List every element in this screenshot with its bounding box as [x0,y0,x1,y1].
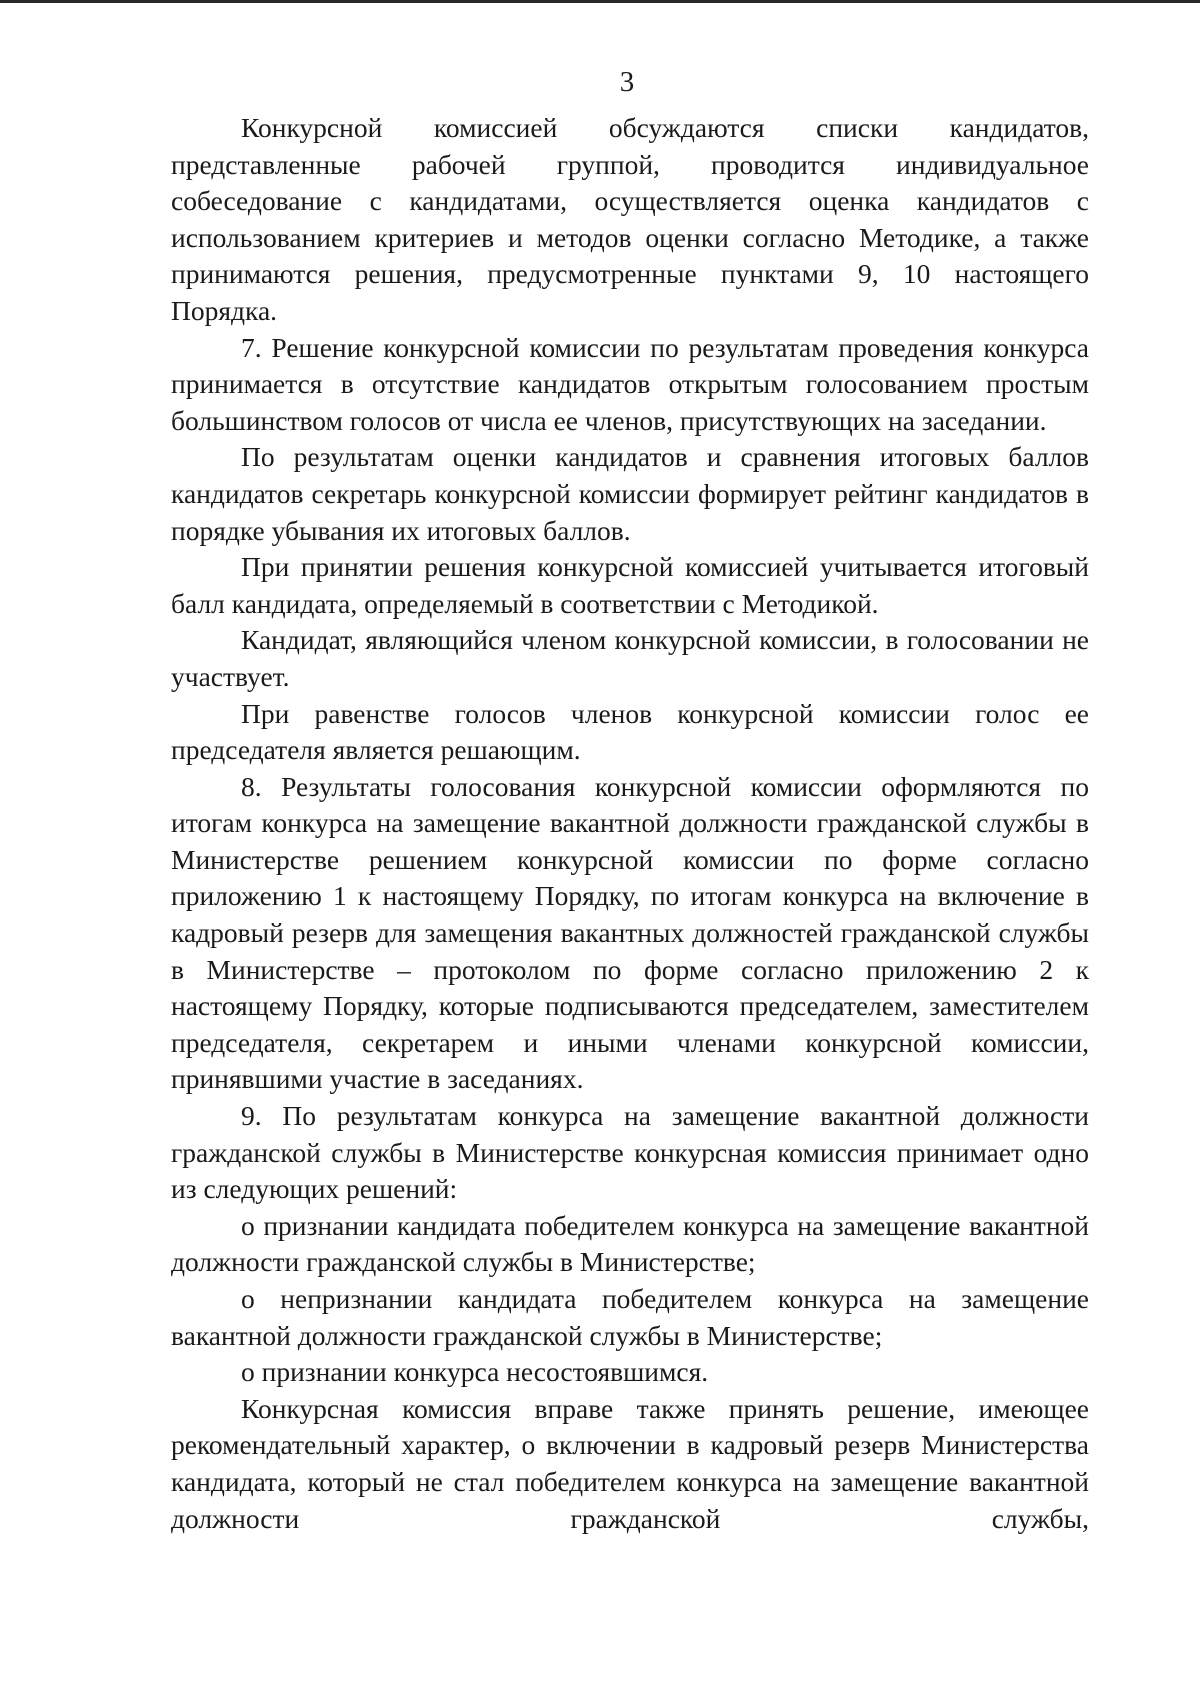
page-number: 3 [619,66,635,98]
paragraph-item-8: 8. Результаты голосования конкурсной комиссии оформляются по итогам конкурса на замещение вакантной должности гражданской службы в Министерстве решением конкурсной комиссии по форме согласно приложению 1 к настоящему Порядку, по итогам конкурса на включение в кадровый резерв для замещения вакантных должностей гражданской службы в Министерстве – протоколом по форме согласно приложению 2 к настоящему Порядку, которые подписываются председателем, заместителем председателя, секретарем и иными членами конкурсной комиссии, принявшими участие в заседаниях. [171,770,1089,1095]
list-item: о признании конкурса несостоявшимся. [241,1356,709,1388]
paragraph: Конкурсной комиссией обсуждаются списки кандидатов, представленные рабочей группой, проводится индивидуальное собеседование с кандидатами, осуществляется оценка кандидатов с использованием критериев и методов оценки согласно Методике, а также принимаются решения, предусмотренные пунктами 9, 10 настоящего Порядка. [171,112,1089,326]
paragraph-item-9: 9. По результатам конкурса на замещение вакантной должности гражданской службы в Министерстве конкурсная комиссия принимает одно из следующих решений: [171,1100,1089,1205]
paragraph: По результатам оценки кандидатов и сравнения итоговых баллов кандидатов секретарь конкурсной комиссии формирует рейтинг кандидатов в порядке убывания их итоговых баллов. [171,441,1089,546]
paragraph: При равенстве голосов членов конкурсной комиссии голос ее председателя является решающим. [171,697,1089,766]
list-item: о непризнании кандидата победителем конкурса на замещение вакантной должности гражданской службы в Министерстве; [171,1283,1089,1351]
paragraph-item-7: 7. Решение конкурсной комиссии по результатам проведения конкурса принимается в отсутствие кандидатов открытым голосованием простым большинством голосов от числа ее членов, присутствующих на заседании. [171,331,1089,436]
document-body [171,110,1089,1537]
scan-top-edge [0,0,1200,3]
paragraph: Кандидат, являющийся членом конкурсной комиссии, в голосовании не участвует. [171,624,1089,692]
paragraph: При принятии решения конкурсной комиссией учитывается итоговый балл кандидата, определяемый в соответствии с Методикой. [171,551,1089,619]
list-item: о признании кандидата победителем конкурса на замещение вакантной должности гражданской службы в Министерстве; [171,1209,1089,1278]
paragraph: Конкурсная комиссия вправе также принять решение, имеющее рекомендательный характер, о включении в кадровый резерв Министерства кандидата, который не стал победителем конкурса на замещение вакантной должности гражданской службы, [171,1392,1089,1534]
